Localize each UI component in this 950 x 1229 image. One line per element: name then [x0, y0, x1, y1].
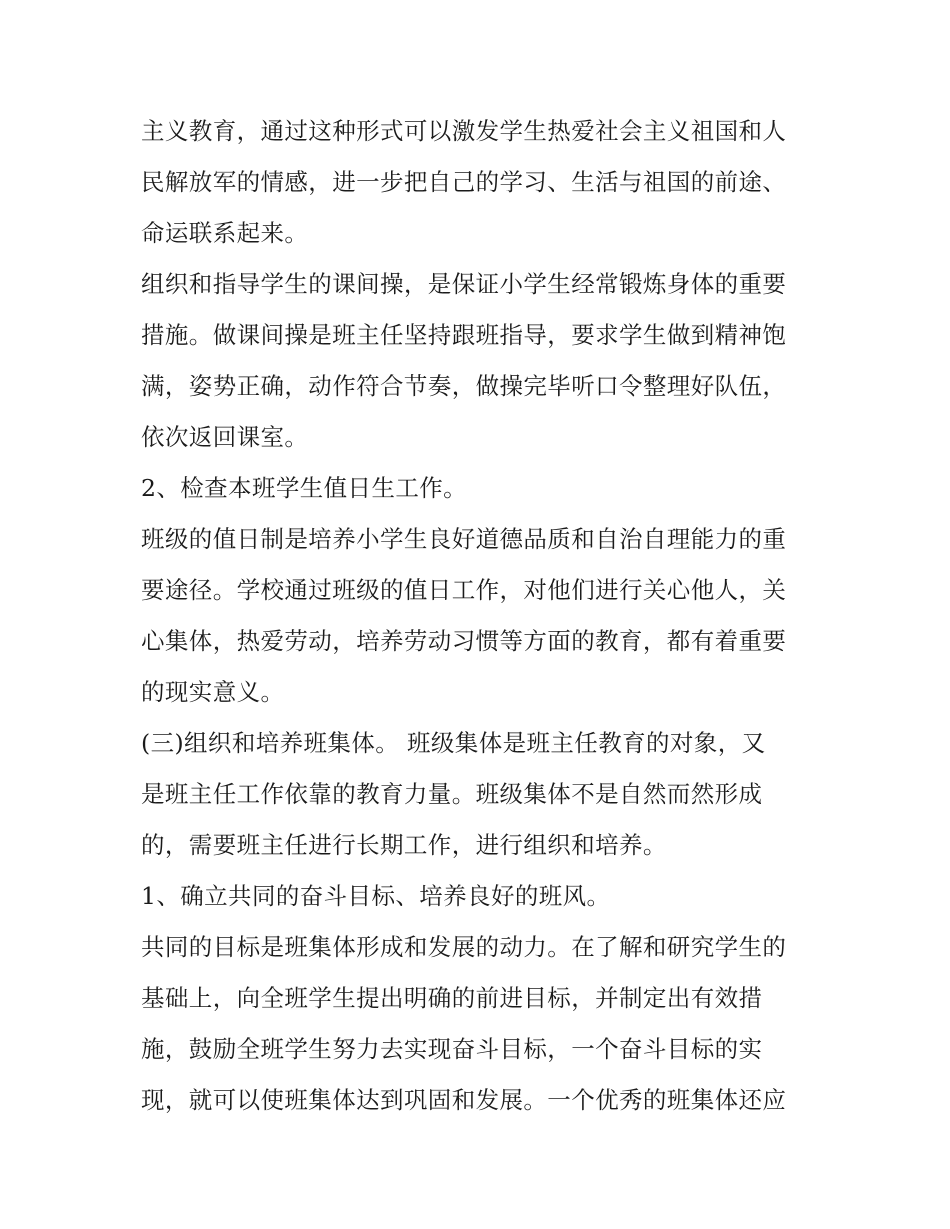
text-line: 现，就可以使班集体达到巩固和发展。一个优秀的班集体还应 — [141, 1086, 787, 1114]
text-line: 共同的目标是班集体形成和发展的动力。在了解和研究学生的 — [141, 933, 787, 961]
text-line: (三)组织和培养班集体。 班级集体是班主任教育的对象，又 — [141, 729, 766, 757]
text-line: 组织和指导学生的课间操，是保证小学生经常锻炼身体的重要 — [141, 270, 787, 298]
section-heading: 2、检查本班学生值日生工作。 — [141, 474, 468, 502]
text-line: 依次返回课室。 — [141, 423, 309, 451]
text-line: 主义教育，通过这种形式可以激发学生热爱社会主义祖国和人 — [141, 117, 787, 145]
text-line: 心集体，热爱劳动，培养劳动习惯等方面的教育，都有着重要 — [141, 627, 787, 655]
section-heading: 1、确立共同的奋斗目标、培养良好的班风。 — [141, 882, 611, 910]
text-line: 施，鼓励全班学生努力去实现奋斗目标，一个奋斗目标的实 — [141, 1035, 763, 1063]
text-line: 的，需要班主任进行长期工作，进行组织和培养。 — [141, 831, 667, 859]
text-line: 的现实意义。 — [141, 678, 285, 706]
text-line: 民解放军的情感，进一步把自己的学习、生活与祖国的前途、 — [141, 168, 787, 196]
text-line: 命运联系起来。 — [141, 219, 309, 247]
text-line: 满，姿势正确，动作符合节奏，做操完毕听口令整理好队伍， — [141, 372, 787, 400]
text-line: 班级的值日制是培养小学生良好道德品质和自治自理能力的重 — [141, 525, 787, 553]
text-line: 是班主任工作依靠的教育力量。班级集体不是自然而然形成 — [141, 780, 763, 808]
text-line: 要途径。学校通过班级的值日工作，对他们进行关心他人，关 — [141, 576, 787, 604]
text-line: 基础上，向全班学生提出明确的前进目标，并制定出有效措 — [141, 984, 763, 1012]
document-body — [141, 106, 831, 1126]
text-line: 措施。做课间操是班主任坚持跟班指导，要求学生做到精神饱 — [141, 321, 787, 349]
